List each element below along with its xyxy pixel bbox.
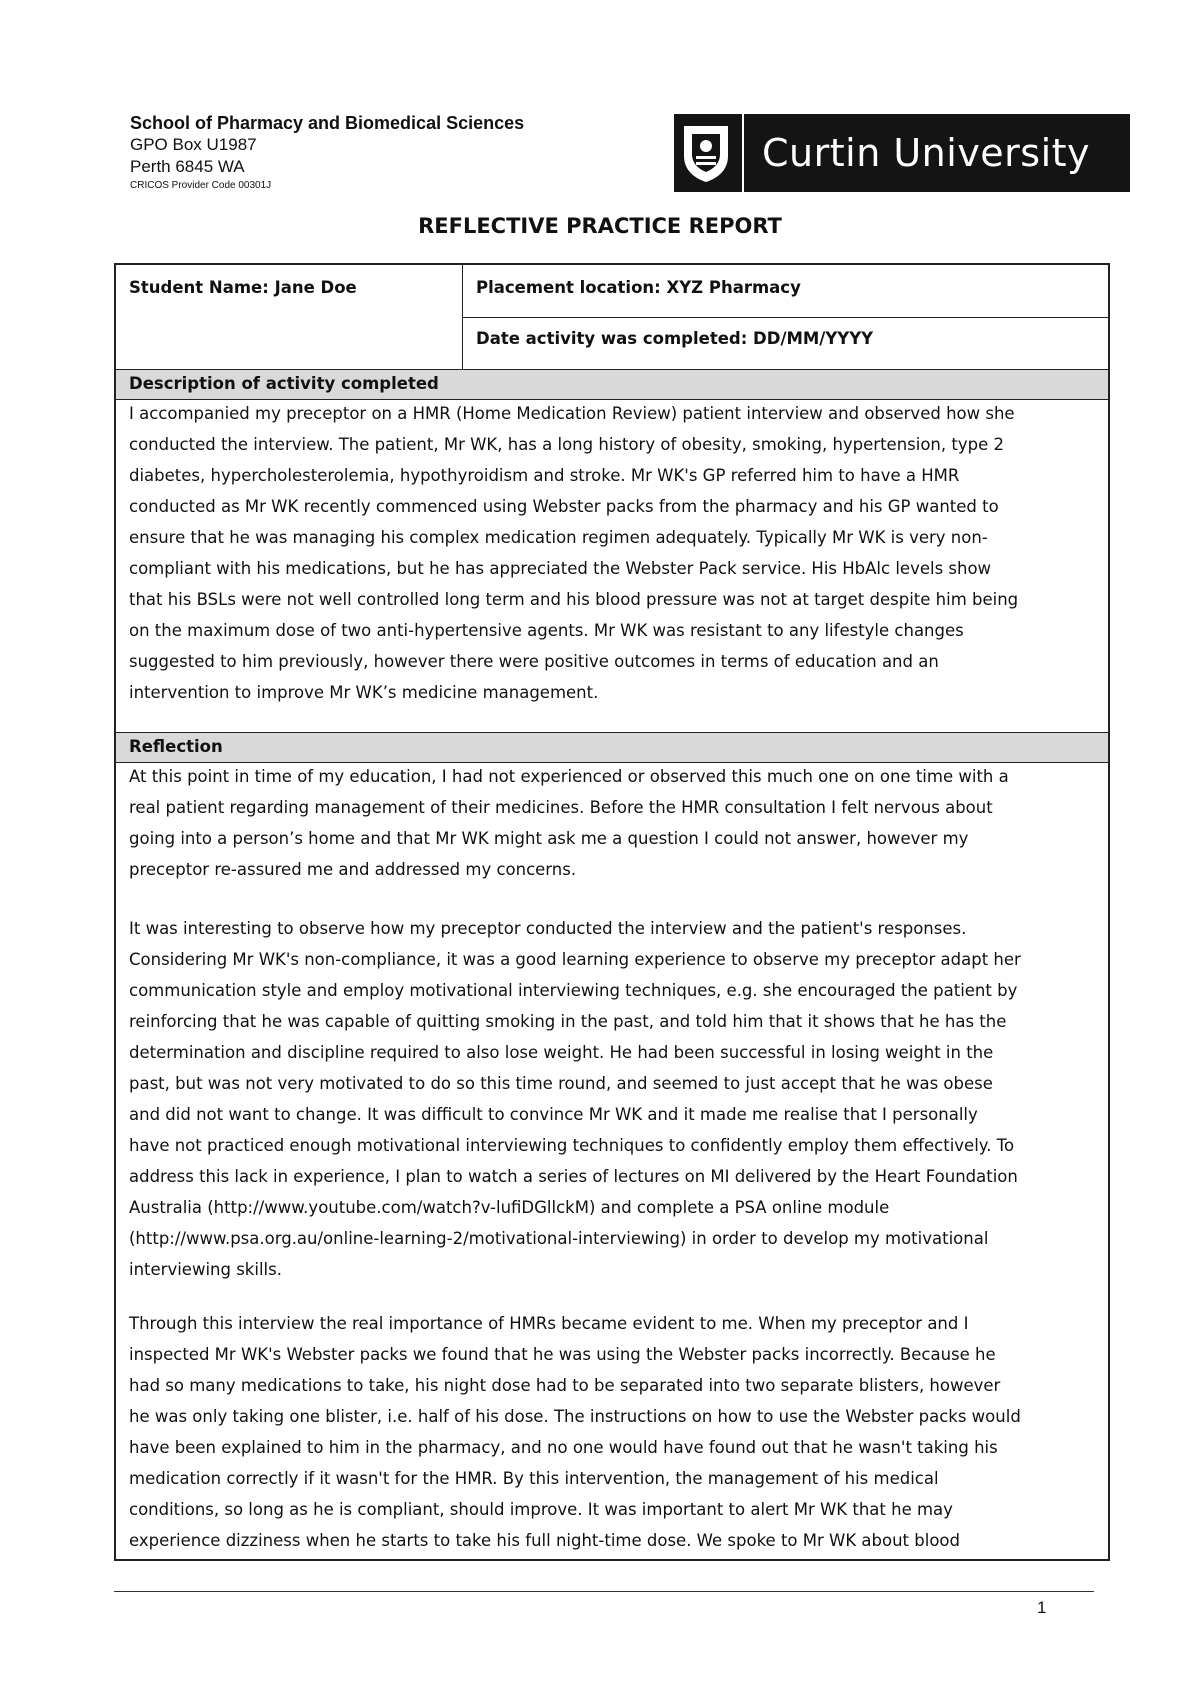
placement-location-cell: Placement location: XYZ Pharmacy: [476, 278, 801, 297]
curtin-logo: [674, 114, 1130, 192]
reflection-heading: [116, 732, 1108, 763]
school-address-block: [130, 112, 524, 193]
reflection-paragraph-2: It was interesting to observe how my preceptor conducted the interview and the patient's responses. Considering Mr WK's non-compliance, it was a good learning experience to observe my preceptor adapt her communication style and employ motivational interviewing techniques, e.g. she encouraged the patient by reinforcing that he was capable of quitting smoking in the past, and told him that it shows that he has the determination and discipline required to also lose weight. He had been successful in losing weight in the past, but was not very motivated to do so this time round, and seemed to just accept that he was obese and did not want to change. It was difficult to convince Mr WK and it made me realise that I personally have not practiced enough motivational interviewing techniques to confidently employ them effectively. To address this lack in experience, I plan to watch a series of lectures on MI delivered by the Heart Foundation Australia (http://www.youtube.com/watch?v-lufiDGllckM) and complete a PSA online module (http://www.psa.org.au/online-learning-2/motivational-interviewing) in order to develop my motivational interviewing skills.: [129, 919, 1021, 1279]
curtin-crest-icon: [680, 122, 732, 184]
page-number: 1: [1037, 1598, 1047, 1617]
address-line-1: GPO Box U1987: [130, 135, 257, 154]
logo-wordmark: Curtin University: [762, 131, 1091, 175]
report-title: REFLECTIVE PRACTICE REPORT: [418, 214, 782, 238]
date-completed-cell: Date activity was completed: DD/MM/YYYY: [476, 329, 874, 348]
description-heading-label: Description of activity completed: [129, 374, 439, 393]
reflection-paragraph-1: At this point in time of my education, I had not experienced or observed this much one on one time with a real patient regarding management of their medicines. Before the HMR consultation I felt nervous about going into a person’s home and that Mr WK might ask me a question I could not answer, however my preceptor re-assured me and addressed my concerns.: [129, 767, 1009, 879]
row-divider: [462, 317, 1108, 318]
report-form: [114, 263, 1110, 1561]
address-line-2: Perth 6845 WA: [130, 157, 245, 176]
logo-divider: [742, 114, 744, 192]
student-name-cell: Student Name: Jane Doe: [129, 278, 357, 297]
reflection-heading-label: Reflection: [129, 737, 223, 756]
description-heading: [116, 369, 1108, 400]
description-text: I accompanied my preceptor on a HMR (Home Medication Review) patient interview and observed how she conducted the interview. The patient, Mr WK, has a long history of obesity, smoking, hypertension, type 2 diabetes, hypercholesterolemia, hypothyroidism and stroke. Mr WK's GP referred him to have a HMR conducted as Mr WK recently commenced using Webster packs from the pharmacy and his GP wanted to ensure that he was managing his complex medication regimen adequately. Typically Mr WK is very non- compliant with his medications, but he has appreciated the Webster Pack service. His HbAlc levels show that his BSLs were not well controlled long term and his blood pressure was not at target despite him being on the maximum dose of two anti-hypertensive agents. Mr WK was resistant to any lifestyle changes suggested to him previously, however there were positive outcomes in terms of education and an intervention to improve Mr WK’s medicine management.: [129, 404, 1019, 702]
cricos-code: CRICOS Provider Code 00301J: [130, 180, 272, 191]
school-name: School of Pharmacy and Biomedical Sciences: [130, 113, 525, 133]
reflection-paragraph-3: Through this interview the real importance of HMRs became evident to me. When my preceptor and I inspected Mr WK's Webster packs we found that he was using the Webster packs incorrectly. Because he had so many medications to take, his night dose had to be separated into two separate blisters, however he was only taking one blister, i.e. half of his dose. The instructions on how to use the Webster packs would have been explained to him in the pharmacy, and no one would have found out that he wasn't taking his medication correctly if it wasn't for the HMR. By this intervention, the management of his medical conditions, so long as he is compliant, should improve. It was important to alert Mr WK that he may experience dizziness when he starts to take his full night-time dose. We spoke to Mr WK about blood: [129, 1314, 1021, 1550]
footer-rule: [114, 1591, 1094, 1592]
